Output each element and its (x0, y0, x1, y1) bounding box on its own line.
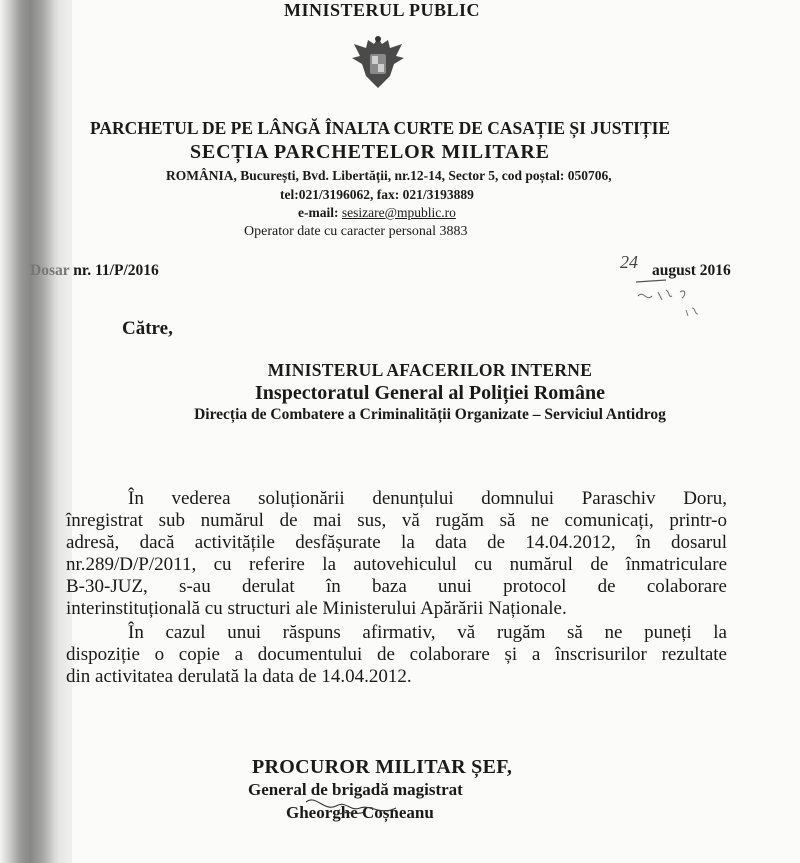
ministry-header: MINISTERUL PUBLIC (284, 0, 481, 20)
paragraph-line: adresă, dacă activitățile desfășurate la data de 14.04.2012, în dosarul (66, 532, 727, 553)
body-paragraph-2 (66, 622, 727, 688)
office-title: PARCHETUL DE PE LÂNGĂ ÎNALTA CURTE DE CASAȚIE ȘI JUSTIȚIE (90, 118, 671, 138)
paragraph-line: În cazul unui răspuns afirmativ, vă rugăm să ne puneți la (128, 622, 727, 643)
operator-line: Operator date cu caracter personal 3883 (244, 224, 468, 239)
file-number (30, 262, 159, 280)
email-label: e-mail: (298, 205, 339, 220)
body-paragraph-1 (66, 488, 727, 620)
paragraph-line: B-30-JUZ, s-au derulat în baza unui protocol de colaborare (66, 576, 727, 597)
recipient-directorate: Direcția de Combatere a Criminalității Organizate – Serviciul Antidrog (194, 406, 666, 423)
signature-rank: General de brigadă magistrat (248, 780, 463, 799)
paragraph-line: înregistrat sub numărul de mai sus, vă rugăm să ne comunicați, printr-o (66, 510, 727, 531)
date-line: august 2016 (652, 262, 731, 279)
paragraph-line: interinstituțională cu structuri ale Ministerului Apărării Naționale. (66, 598, 567, 619)
address-line: ROMÂNIA, București, Bvd. Libertății, nr.12-14, Sector 5, cod poștal: 050706, (166, 168, 612, 183)
paragraph-line: nr.289/D/P/2011, cu referire la autovehiculul cu numărul de înmatriculare (66, 554, 727, 575)
scan-shadow-edge (58, 0, 72, 863)
paragraph-line: În vederea soluționării denunțului domnului Paraschiv Doru, (128, 488, 727, 509)
salutation: Către, (122, 318, 173, 339)
file-number-value: nr. 11/P/2016 (73, 262, 159, 279)
signature-name: Gheorghe Coșneanu (286, 803, 434, 822)
paragraph-line: dispoziție o copie a documentului de colaborare și a înscrisurilor rezultate (66, 644, 727, 665)
handwritten-signature-icon (300, 784, 450, 824)
recipient-inspectorate: Inspectoratul General al Poliției Române (255, 382, 605, 404)
recipient-ministry: MINISTERUL AFACERILOR INTERNE (267, 360, 593, 380)
file-prefix: Dosar (30, 262, 70, 279)
phone-line: tel:021/3196062, fax: 021/3193889 (280, 187, 474, 202)
handwritten-annotation-icon (636, 260, 726, 320)
section-title: SECȚIA PARCHETELOR MILITARE (190, 141, 550, 163)
signature-title: PROCUROR MILITAR ȘEF, (252, 756, 513, 778)
paragraph-line: din activitatea derulată la data de 14.04.2012. (66, 666, 412, 687)
email-link[interactable]: sesizare@mpublic.ro (341, 205, 456, 220)
handwritten-day: 24 (620, 252, 638, 272)
romanian-coat-of-arms-icon (350, 34, 406, 92)
email-line (298, 205, 456, 221)
